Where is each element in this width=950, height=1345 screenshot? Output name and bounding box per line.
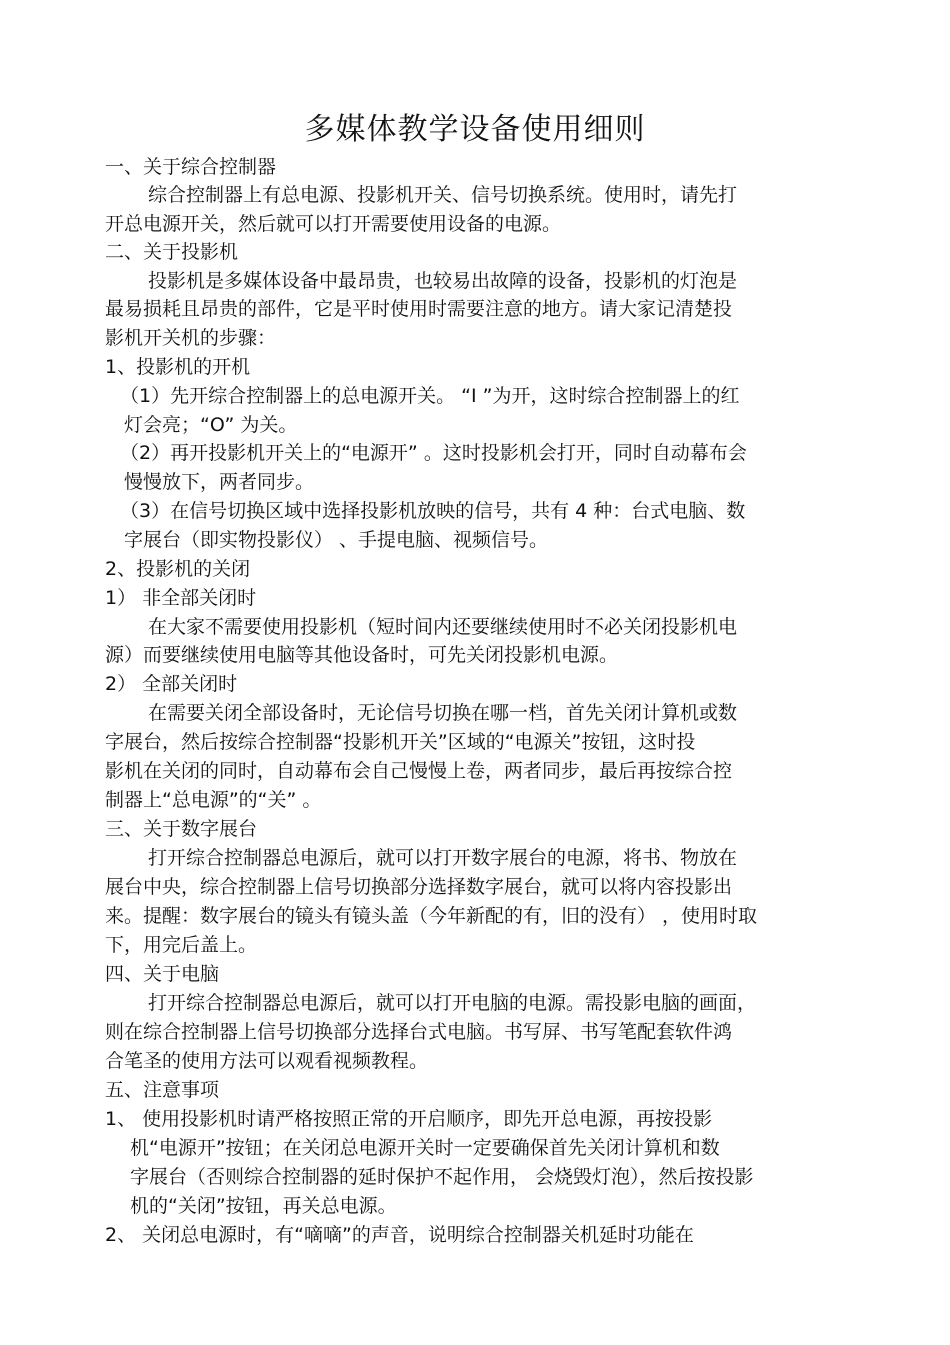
paragraph-line: 下，用完后盖上。 [105, 934, 258, 956]
paragraph-line: 合笔圣的使用方法可以观看视频教程。 [105, 1050, 429, 1072]
section-heading: 一、关于综合控制器 [105, 156, 277, 178]
list-item-line: 灯会亮；“O” 为关。 [124, 414, 298, 436]
paragraph-line: 在大家不需要使用投影机（短时间内还要继续使用时不必关闭投影机电 [148, 616, 738, 638]
paragraph-line: 最易损耗且昂贵的部件，它是平时使用时需要注意的地方。请大家记清楚投 [105, 298, 733, 320]
section-heading: 二、关于投影机 [105, 241, 239, 263]
list-item-line: 机“电源开”按钮；在关闭总电源开关时一定要确保首先关闭计算机和数 [130, 1137, 720, 1159]
list-item-line: 1、 使用投影机时请严格按照正常的开启顺序，即先开总电源，再按投影 [105, 1108, 713, 1130]
section-heading: 三、关于数字展台 [105, 818, 258, 840]
list-item-line: 字展台（否则综合控制器的延时保护不起作用， 会烧毁灯泡），然后按投影 [130, 1166, 754, 1188]
subsection-heading: 1、投影机的开机 [105, 356, 251, 378]
section-heading: 五、注意事项 [105, 1079, 220, 1101]
list-item-heading: 2） 全部关闭时 [105, 673, 238, 695]
list-item-line: （2）再开投影机开关上的“电源开” 。这时投影机会打开，同时自动幕布会 [120, 442, 747, 464]
list-item-line: 字展台（即实物投影仪） 、手提电脑、视频信号。 [124, 529, 549, 551]
list-item-line: 慢慢放下，两者同步。 [124, 471, 315, 493]
list-item-line: 2、 关闭总电源时，有“嘀嘀”的声音，说明综合控制器关机延时功能在 [105, 1224, 694, 1246]
paragraph-line: 综合控制器上有总电源、投影机开关、信号切换系统。使用时，请先打 [148, 184, 738, 206]
list-item-line: 机的“关闭”按钮，再关总电源。 [130, 1195, 397, 1217]
document-title: 多媒体教学设备使用细则 [304, 112, 646, 147]
paragraph-line: 影机在关闭的同时，自动幕布会自己慢慢上卷，两者同步，最后再按综合控 [105, 760, 733, 782]
paragraph-line: 字展台，然后按综合控制器“投影机开关”区域的“电源关”按钮，这时投 [105, 731, 696, 753]
list-item-line: （1）先开综合控制器上的总电源开关。 “I ”为开，这时综合控制器上的红 [120, 385, 740, 407]
list-item-line: （3）在信号切换区域中选择投影机放映的信号，共有 4 种：台式电脑、数 [120, 500, 746, 522]
paragraph-line: 制器上“总电源”的“关” 。 [105, 789, 322, 811]
paragraph-line: 影机开关机的步骤： [105, 327, 277, 349]
list-item-heading: 1） 非全部关闭时 [105, 587, 257, 609]
subsection-heading: 2、投影机的关闭 [105, 558, 251, 580]
paragraph-line: 则在综合控制器上信号切换部分选择台式电脑。书写屏、书写笔配套软件鸿 [105, 1021, 733, 1043]
paragraph-line: 打开综合控制器总电源后，就可以打开电脑的电源。需投影电脑的画面， [148, 992, 757, 1014]
paragraph-line: 打开综合控制器总电源后，就可以打开数字展台的电源，将书、物放在 [148, 847, 738, 869]
paragraph-line: 源）而要继续使用电脑等其他设备时，可先关闭投影机电源。 [105, 644, 619, 666]
paragraph-line: 来。提醒：数字展台的镜头有镜头盖（今年新配的有，旧的没有） ，使用时取 [105, 905, 758, 927]
paragraph-line: 投影机是多媒体设备中最昂贵，也较易出故障的设备，投影机的灯泡是 [148, 270, 738, 292]
paragraph-line: 开总电源开关，然后就可以打开需要使用设备的电源。 [105, 213, 562, 235]
paragraph-line: 在需要关闭全部设备时，无论信号切换在哪一档，首先关闭计算机或数 [148, 702, 738, 724]
section-heading: 四、关于电脑 [105, 963, 220, 985]
paragraph-line: 展台中央，综合控制器上信号切换部分选择数字展台，就可以将内容投影出 [105, 876, 733, 898]
